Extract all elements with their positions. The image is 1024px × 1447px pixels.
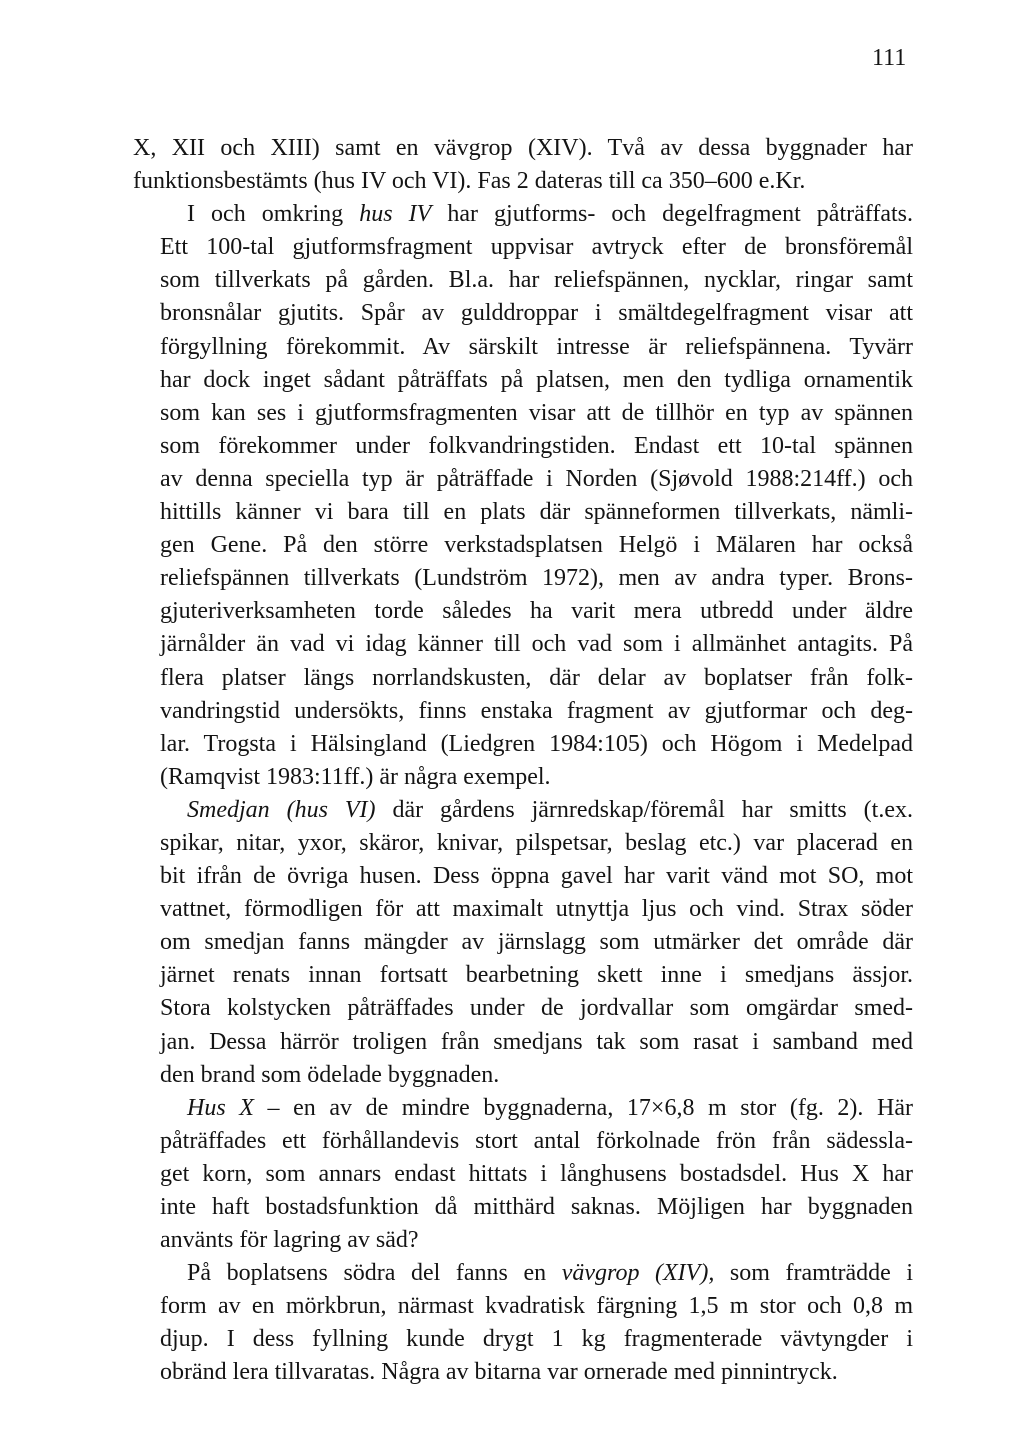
text-line <box>133 1125 913 1158</box>
text-run: X, XII och XIII) samt en vävgrop (XIV). Två av dessa byggnader har <box>133 135 913 161</box>
italic-term: Hus X <box>187 1094 254 1121</box>
text-run: lar. Trogsta i Hälsingland (Liedgren 1984:105) och Högom i Medelpad <box>160 730 913 757</box>
text-run: den brand som ödelade byggnaden. <box>160 1061 500 1088</box>
text-line <box>133 794 913 827</box>
text-line <box>133 761 913 794</box>
paragraph <box>133 198 913 794</box>
text-run: vandringstid undersökts, finns enstaka fragment av gjutformar och deg- <box>160 697 913 724</box>
text-run: form av en mörkbrun, närmast kvadratisk färgning 1,5 m stor och 0,8 m <box>160 1293 913 1320</box>
text-line <box>133 529 913 562</box>
text-run: har gjutforms- och degelfragment påträffats. <box>431 201 913 228</box>
text-line <box>133 1224 913 1257</box>
text-run: gen Gene. På den större verkstadsplatsen Helgö i Mälaren har också <box>160 532 913 559</box>
text-run: reliefspännen tillverkats (Lundström 1972), men av andra typer. Brons- <box>160 565 913 592</box>
italic-term: vävgrop (XIV), <box>561 1260 715 1287</box>
text-run: – en av de mindre byggnaderna, 17×6,8 m stor (fg. 2). Här <box>253 1094 913 1121</box>
text-line <box>133 1356 913 1389</box>
text-line <box>133 860 913 893</box>
text-line <box>133 959 913 992</box>
text-line <box>133 1026 913 1059</box>
text-line <box>133 364 913 397</box>
text-run: järnet renats innan fortsatt bearbetning skett inne i smedjans ässjor. <box>160 962 913 989</box>
text-line <box>133 1158 913 1191</box>
text-run: som förekommer under folkvandringstiden. Endast ett 10-tal spännen <box>160 432 913 459</box>
text-run: påträffades ett förhållandevis stort antal förkolnade frön från sädessla- <box>160 1127 913 1154</box>
text-run: gjuteriverksamheten torde således ha varit mera utbredd under äldre <box>160 598 913 625</box>
text-run: flera platser längs norrlandskusten, där delar av boplatser från folk- <box>160 664 913 691</box>
text-run: som framträdde i <box>714 1260 913 1287</box>
text-run: (Ramqvist 1983:11ff.) är några exempel. <box>160 763 551 790</box>
text-line <box>133 1257 913 1290</box>
text-run: På boplatsens södra del fanns en <box>187 1260 562 1287</box>
text-run: funktionsbestämts (hus IV och VI). Fas 2 dateras till ca 350–600 e.Kr. <box>133 168 806 195</box>
text-run: använts för lagring av säd? <box>160 1227 419 1254</box>
text-line <box>133 430 913 463</box>
text-line <box>133 1059 913 1092</box>
paragraph <box>133 1257 913 1389</box>
text-run: jan. Dessa härrör troligen från smedjans tak som rasat i samband med <box>160 1028 913 1055</box>
page-number: 111 <box>872 45 907 71</box>
text-run: obränd lera tillvaratas. Några av bitarna var ornerade med pinnintryck. <box>160 1359 838 1386</box>
text-line <box>133 231 913 264</box>
paragraph <box>133 132 913 198</box>
text-line <box>133 728 913 761</box>
paragraph <box>133 794 913 1092</box>
text-run: Ett 100-tal gjutformsfragment uppvisar avtryck efter de bronsföremål <box>160 234 913 261</box>
text-line <box>133 463 913 496</box>
text-run: get korn, som annars endast hittats i långhusens bostadsdel. Hus X har <box>160 1160 913 1187</box>
text-line <box>133 331 913 364</box>
text-line <box>133 695 913 728</box>
text-run: bit ifrån de övriga husen. Dess öppna gavel har varit vänd mot SO, mot <box>160 863 913 890</box>
text-run: har dock inget sådant påträffats på platsen, men den tydliga ornamentik <box>160 366 913 393</box>
text-run: som kan ses i gjutformsfragmenten visar att de tillhör en typ av spännen <box>160 399 913 426</box>
text-line <box>133 496 913 529</box>
text-line <box>133 893 913 926</box>
italic-term: hus IV <box>359 201 432 228</box>
text-run: inte haft bostadsfunktion då mitthärd saknas. Möjligen har byggnaden <box>160 1194 913 1220</box>
text-line <box>133 297 913 330</box>
text-run: hittills känner vi bara till en plats där spänneformen tillverkats, nämli- <box>160 499 913 526</box>
text-line <box>133 397 913 430</box>
text-run: I och omkring <box>187 201 360 228</box>
text-run: Stora kolstycken påträffades under de jordvallar som omgärdar smed- <box>160 995 913 1022</box>
paragraph <box>133 1092 913 1257</box>
text-line <box>133 628 913 661</box>
text-run: bronsnålar gjutits. Spår av gulddroppar i smältdegelfragment visar att <box>160 300 913 327</box>
text-line <box>133 562 913 595</box>
text-line <box>133 165 913 198</box>
text-line <box>133 992 913 1025</box>
text-run: vattnet, förmodligen för att maximalt utnyttja ljus och vind. Strax söder <box>160 896 913 923</box>
text-line <box>133 132 913 165</box>
text-run: om smedjan fanns mängder av järnslagg som utmärker det område där <box>160 929 913 956</box>
text-run: förgyllning förekommit. Av särskilt intresse är reliefspännena. Tyvärr <box>160 333 913 360</box>
body-text <box>133 132 913 1390</box>
text-line <box>133 1323 913 1356</box>
text-run: där gårdens järnredskap/föremål har smitts (t.ex. <box>375 796 913 823</box>
text-run: spikar, nitar, yxor, skäror, knivar, pilspetsar, beslag etc.) var placerad en <box>160 829 913 856</box>
text-line <box>133 198 913 231</box>
text-line <box>133 264 913 297</box>
text-line <box>133 1191 913 1224</box>
text-line <box>133 662 913 695</box>
text-line <box>133 1290 913 1323</box>
text-line <box>133 595 913 628</box>
text-line <box>133 827 913 860</box>
text-line <box>133 926 913 959</box>
text-run: järnålder än vad vi idag känner till och vad som i allmänhet antagits. På <box>160 631 913 658</box>
text-run: som tillverkats på gården. Bl.a. har reliefspännen, nycklar, ringar samt <box>160 267 913 294</box>
text-line <box>133 1092 913 1125</box>
italic-term: Smedjan (hus VI) <box>187 796 376 823</box>
text-run: av denna speciella typ är påträffade i Norden (Sjøvold 1988:214ff.) och <box>160 465 913 492</box>
text-run: djup. I dess fyllning kunde drygt 1 kg fragmenterade vävtyngder i <box>160 1326 913 1353</box>
